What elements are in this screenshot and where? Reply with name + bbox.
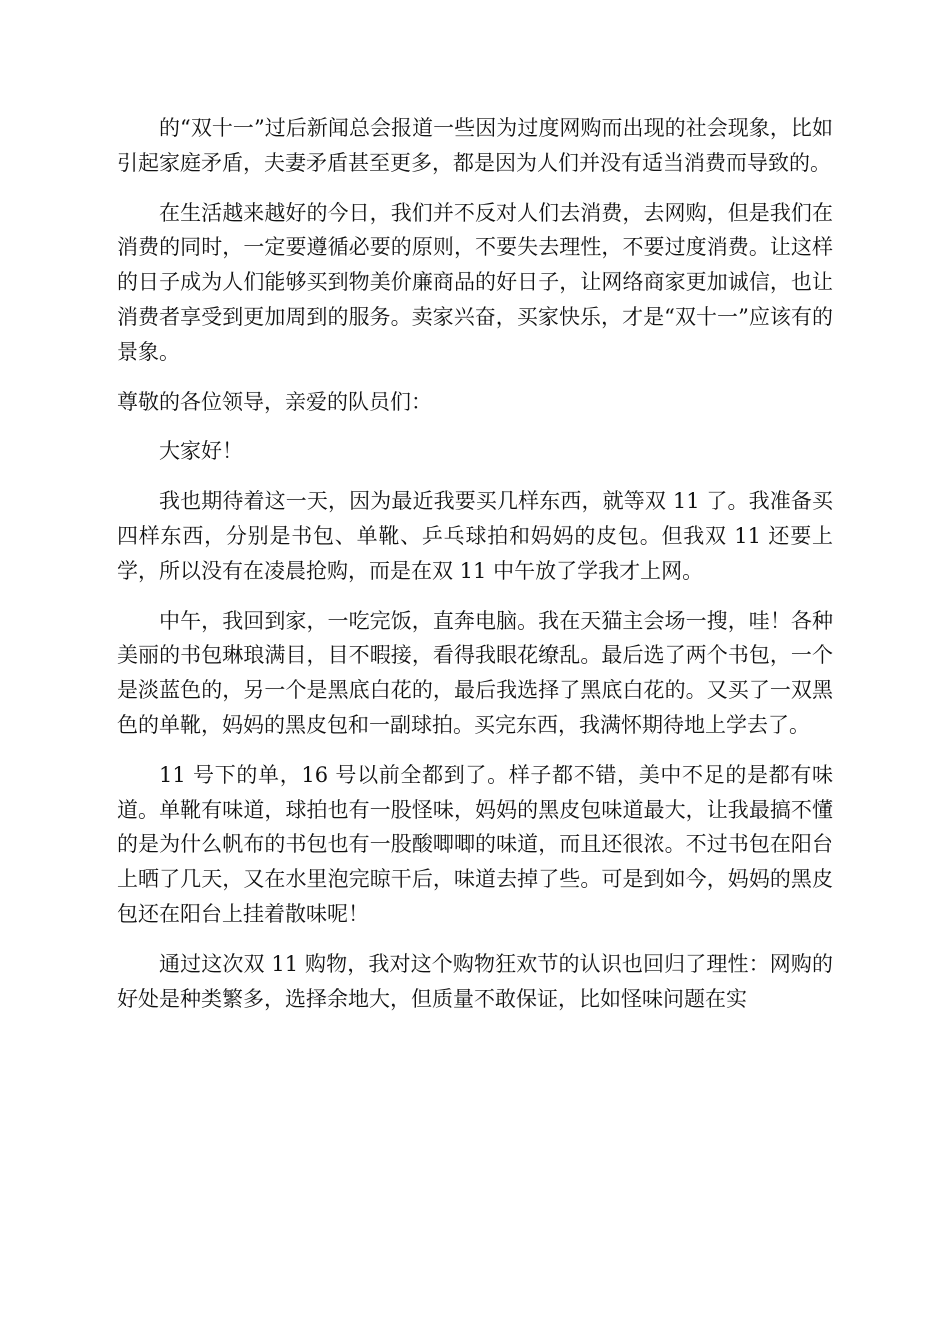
salutation: 尊敬的各位领导，亲爱的队员们： [117, 389, 432, 414]
document-page [117, 111, 833, 1031]
paragraph-1: 的“双十一”过后新闻总会报道一些因为过度网购而出现的社会现象，比如引起家庭矛盾，夫妻矛盾甚至更多，都是因为人们并没有适当消费而导致的。 [117, 116, 833, 175]
paragraph-8: 通过这次双 11 购物，我对这个购物狂欢节的认识也回归了理性：网购的好处是种类繁多，选择余地大，但质量不敢保证，比如怪味问题在实 [117, 951, 833, 1011]
paragraph-6: 中午，我回到家，一吃完饭，直奔电脑。我在天猫主会场一搜，哇！各种美丽的书包琳琅满目，目不暇接，看得我眼花缭乱。最后选了两个书包，一个是淡蓝色的，另一个是黑底白花的，最后我选择了黑底白花的。又买了一双黑色的单靴，妈妈的黑皮包和一副球拍。买完东西，我满怀期待地上学去了。 [117, 608, 833, 737]
greeting: 大家好！ [159, 439, 243, 464]
paragraph-2: 在生活越来越好的今日，我们并不反对人们去消费，去网购，但是我们在消费的同时，一定要遵循必要的原则，不要失去理性，不要过度消费。让这样的日子成为人们能够买到物美价廉商品的好日子，让网络商家更加诚信，也让消费者享受到更加周到的服务。卖家兴奋，买家快乐，才是“双十一”应该有的景象。 [117, 200, 833, 364]
paragraph-5: 我也期待着这一天，因为最近我要买几样东西，就等双 11 了。我准备买四样东西，分别是书包、单靴、乒乓球拍和妈妈的皮包。但我双 11 还要上学，所以没有在凌晨抢购，而是在双 11 中午放了学我才上网。 [117, 489, 833, 583]
paragraph-7: 11 号下的单，16 号以前全都到了。样子都不错，美中不足的是都有味道。单靴有味道，球拍也有一股怪味，妈妈的黑皮包味道最大，让我最搞不懂的是为什么帆布的书包也有一股酸唧唧的味道，而且还很浓。不过书包在阳台上晒了几天，又在水里泡完晾干后，味道去掉了些。可是到如今，妈妈的黑皮包还在阳台上挂着散味呢！ [117, 762, 833, 926]
